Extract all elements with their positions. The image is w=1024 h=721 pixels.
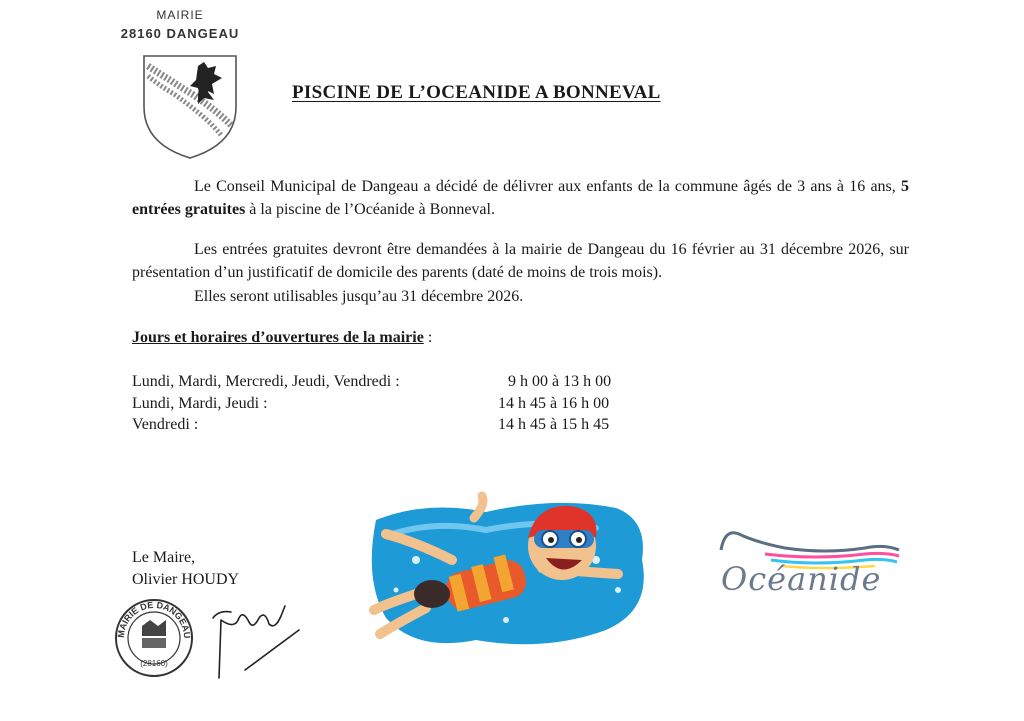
handwritten-signature	[205, 600, 310, 684]
signature-block	[132, 547, 332, 591]
hours-row	[132, 414, 652, 435]
mayor-name: Olivier HOUDY	[132, 571, 240, 588]
hours-heading	[132, 329, 632, 347]
official-stamp	[112, 596, 196, 680]
oceanide-logo	[715, 520, 905, 612]
paragraph-intro-text: Le Conseil Municipal de Dangeau a décidé de délivrer aux enfants de la commune âgés de 3 ans à 16 ans,	[194, 178, 901, 195]
mayor-role: Le Maire,	[132, 549, 196, 566]
swimmer-illustration	[356, 490, 658, 660]
hours-time: 14 h 45 à 16 h 00	[498, 395, 610, 412]
paragraph-request	[132, 238, 909, 284]
hours-title-suffix: :	[423, 329, 433, 346]
hours-time: 9 h 00 à 13 h 00	[508, 373, 612, 390]
paragraph-intro	[132, 175, 909, 221]
paragraph-intro-end: à la piscine de l’Océanide à Bonneval.	[245, 201, 495, 218]
hours-days: Lundi, Mardi, Jeudi :	[132, 395, 268, 412]
hours-title: Jours et horaires d’ouvertures de la mairie	[132, 329, 424, 346]
paragraph-validity-text: Elles seront utilisables jusqu’au 31 décembre 2026.	[194, 288, 524, 305]
mairie-header	[100, 8, 260, 41]
mairie-city: 28160 DANGEAU	[120, 26, 240, 41]
oceanide-logo-text: Océanide	[721, 560, 882, 598]
hours-row	[132, 393, 652, 414]
mairie-label: MAIRIE	[156, 8, 204, 22]
free-entries-highlight: 5 entrées gratuites	[132, 178, 909, 218]
hours-time: 14 h 45 à 15 h 45	[498, 416, 610, 433]
page-title: PISCINE DE L’OCEANIDE A BONNEVAL	[292, 82, 661, 103]
paragraph-request-text: Les entrées gratuites devront être demandées à la mairie de Dangeau du 16 février au 31 décembre 2026, sur présentation d’un justificatif de domicile des parents (daté de moins de trois mois).	[132, 241, 909, 281]
hours-row	[132, 371, 652, 392]
hours-days: Vendredi :	[132, 416, 199, 433]
coat-of-arms-icon	[140, 52, 240, 162]
stamp-code: (28160)	[140, 659, 168, 668]
stamp-text: MAIRIE DE DANGEAU	[115, 599, 193, 639]
hours-days: Lundi, Mardi, Mercredi, Jeudi, Vendredi :	[132, 373, 400, 390]
paragraph-validity	[194, 285, 894, 308]
